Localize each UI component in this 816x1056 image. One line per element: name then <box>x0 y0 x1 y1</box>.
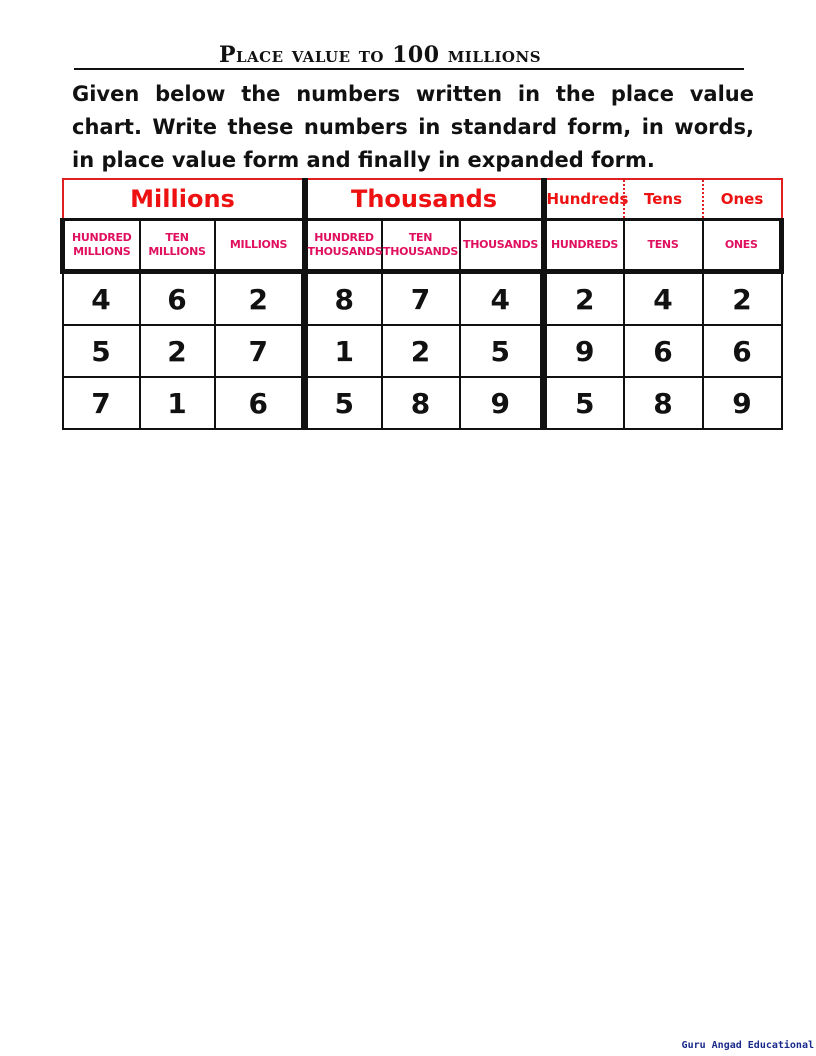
digit-cell: 6 <box>703 325 782 377</box>
place-ten-thousands: TEN THOUSANDS <box>382 220 460 272</box>
digit-cell: 4 <box>63 272 140 326</box>
number-row <box>63 325 782 377</box>
digit-cell: 8 <box>305 272 382 326</box>
place-thousands: THOUSANDS <box>460 220 544 272</box>
place-tens: TENS <box>624 220 703 272</box>
digit-cell: 4 <box>624 272 703 326</box>
digit-cell: 9 <box>460 377 544 429</box>
digit-cell: 6 <box>140 272 215 326</box>
place-hundred-millions: HUNDRED MILLIONS <box>63 220 140 272</box>
place-ones: ONES <box>703 220 782 272</box>
group-tens: Tens <box>624 179 703 220</box>
place-hundreds: HUNDREDS <box>544 220 624 272</box>
group-millions: Millions <box>63 179 305 220</box>
digit-cell: 2 <box>544 272 624 326</box>
number-row <box>63 272 782 326</box>
place-header-row <box>63 220 782 272</box>
place-value-chart <box>60 178 784 430</box>
digit-cell: 4 <box>460 272 544 326</box>
digit-cell: 9 <box>544 325 624 377</box>
digit-cell: 6 <box>624 325 703 377</box>
number-row <box>63 377 782 429</box>
page-title: Place value to 100 millions <box>218 42 542 68</box>
instructions-text: Given below the numbers written in the place value chart. Write these numbers in standard form, in words, in place value form and finally in expanded form. <box>72 82 754 172</box>
digit-cell: 9 <box>703 377 782 429</box>
title-underline <box>74 68 744 70</box>
digit-cell: 5 <box>544 377 624 429</box>
digit-cell: 5 <box>305 377 382 429</box>
group-ones: Ones <box>703 179 782 220</box>
group-hundreds: Hundreds <box>544 179 624 220</box>
place-millions: MILLIONS <box>215 220 305 272</box>
digit-cell: 7 <box>215 325 305 377</box>
digit-cell: 2 <box>703 272 782 326</box>
footer-credit: Guru Angad Educational <box>681 1040 814 1051</box>
digit-cell: 8 <box>382 377 460 429</box>
digit-cell: 5 <box>63 325 140 377</box>
digit-cell: 1 <box>140 377 215 429</box>
digit-cell: 2 <box>140 325 215 377</box>
digit-cell: 8 <box>624 377 703 429</box>
place-hundred-thousands: HUNDRED THOUSANDS <box>305 220 382 272</box>
digit-cell: 2 <box>382 325 460 377</box>
digit-cell: 6 <box>215 377 305 429</box>
digit-cell: 7 <box>382 272 460 326</box>
group-header-row <box>63 179 782 220</box>
digit-cell: 5 <box>460 325 544 377</box>
digit-cell: 2 <box>215 272 305 326</box>
digit-cell: 7 <box>63 377 140 429</box>
digit-cell: 1 <box>305 325 382 377</box>
group-thousands: Thousands <box>305 179 544 220</box>
place-ten-millions: TEN MILLIONS <box>140 220 215 272</box>
